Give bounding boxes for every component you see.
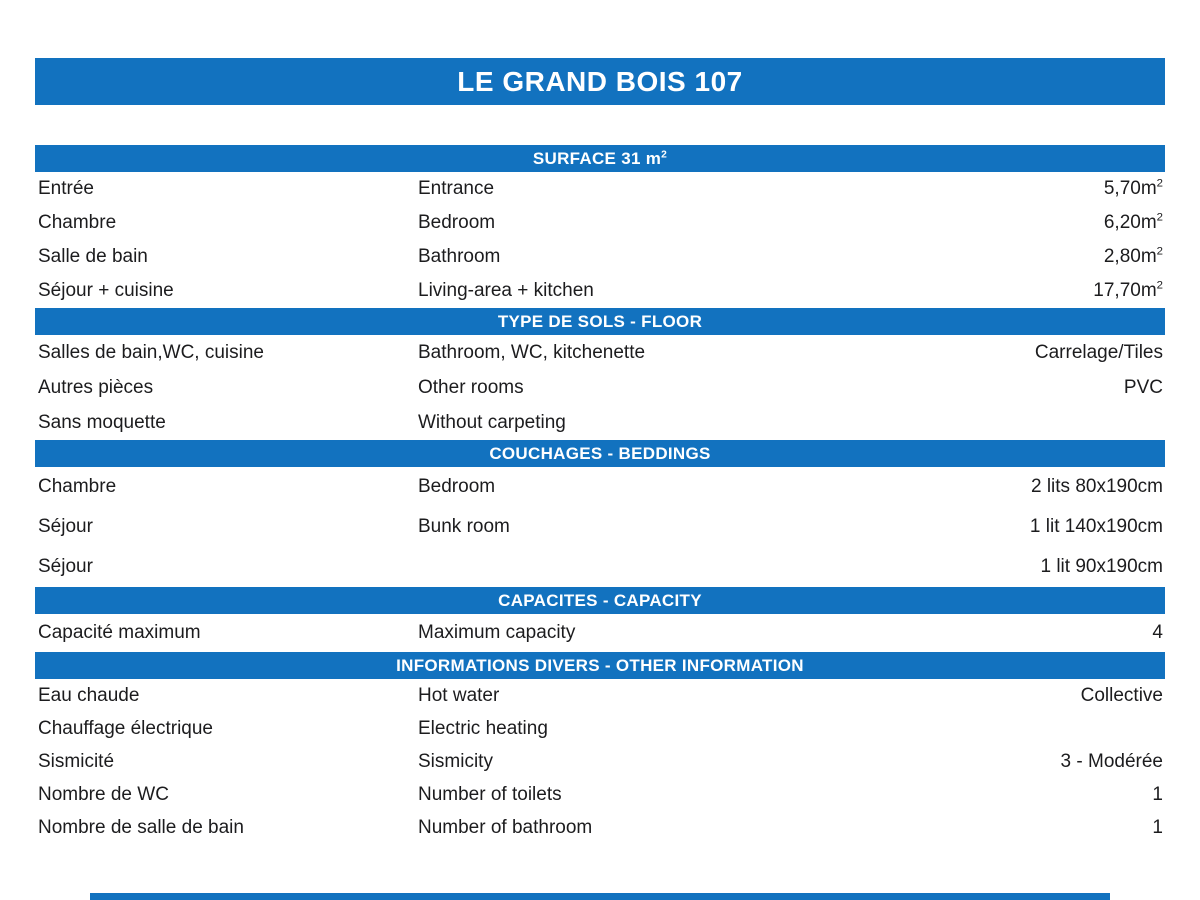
label-english: Entrance [418, 178, 495, 199]
table-row [35, 172, 1165, 206]
row-value [1152, 622, 1165, 644]
label-english: Number of bathroom [418, 816, 593, 838]
table-row [35, 206, 1165, 240]
row-value-text: 1 lit 140x190cm [1029, 516, 1163, 537]
row-value [1104, 246, 1165, 268]
label-french: Salle de bain [38, 246, 148, 267]
label-english: Sismicity [418, 750, 493, 772]
label-english: Living-area + kitchen [418, 280, 594, 301]
table-row [35, 335, 1165, 370]
section-header [35, 308, 1165, 335]
table-row [35, 712, 1165, 745]
label-english: Bathroom, WC, kitchenette [418, 341, 646, 363]
section-title: CAPACITES - CAPACITY [498, 590, 702, 610]
section-rows [35, 679, 1165, 844]
section-title-superscript: 2 [661, 148, 668, 160]
row-value-text: 2,80m [1103, 246, 1157, 267]
label-french: Autres pièces [38, 376, 154, 398]
label-english: Other rooms [418, 376, 524, 398]
section-title: TYPE DE SOLS - FLOOR [497, 311, 703, 331]
section-title: INFORMATIONS DIVERS - OTHER INFORMATION [396, 655, 804, 675]
label-french: Séjour [38, 516, 93, 537]
row-value-superscript: 2 [1156, 177, 1163, 190]
page-title-text: LE GRAND BOIS 107 [457, 65, 743, 97]
table-row [35, 679, 1165, 712]
row-value-text: 3 - Modérée [1060, 750, 1163, 772]
label-french: Séjour + cuisine [38, 280, 174, 301]
section-rows [35, 614, 1165, 652]
row-value-text: 17,70m [1093, 280, 1157, 301]
row-value-text: 4 [1152, 622, 1163, 643]
section [35, 308, 1165, 440]
table-row [35, 240, 1165, 274]
row-value-text: 1 [1152, 816, 1163, 838]
row-value-text: Collective [1080, 684, 1163, 706]
label-english: Maximum capacity [418, 622, 576, 643]
section-header [35, 440, 1165, 467]
row-value-superscript: 2 [1156, 279, 1163, 292]
row-value [1152, 784, 1165, 806]
label-english: Bedroom [418, 212, 496, 233]
row-value [1061, 751, 1165, 773]
label-french: Séjour [38, 556, 93, 577]
label-french: Nombre de salle de bain [38, 816, 244, 838]
sections [35, 145, 1165, 844]
label-english: Bathroom [418, 246, 501, 267]
row-value-text: 1 [1152, 783, 1163, 805]
label-french: Entrée [38, 178, 94, 199]
label-english: Hot water [418, 684, 500, 706]
label-french: Chambre [38, 476, 117, 497]
row-value [1124, 377, 1165, 399]
row-value [1093, 280, 1165, 302]
label-french: Capacité maximum [38, 622, 201, 643]
row-value [1152, 817, 1165, 839]
section [35, 440, 1165, 587]
table-row [35, 745, 1165, 778]
label-english: Number of toilets [418, 783, 562, 805]
table-row [35, 507, 1165, 547]
table-row [35, 778, 1165, 811]
label-french: Chauffage électrique [38, 717, 213, 739]
row-value-text: Carrelage/Tiles [1034, 341, 1163, 363]
row-value [1035, 342, 1165, 364]
label-french: Eau chaude [38, 684, 140, 706]
section [35, 652, 1165, 844]
row-value-text: 6,20m [1103, 212, 1157, 233]
section-header-text [498, 312, 702, 332]
row-value [1031, 476, 1165, 498]
section-rows [35, 172, 1165, 308]
label-english: Bunk room [418, 516, 510, 537]
label-french: Salles de bain,WC, cuisine [38, 341, 264, 363]
page-title [35, 58, 1165, 105]
table-row [35, 547, 1165, 587]
section-header [35, 145, 1165, 172]
section-rows [35, 467, 1165, 587]
table-row [35, 614, 1165, 652]
row-value [1104, 212, 1165, 234]
row-value-superscript: 2 [1156, 245, 1163, 258]
section [35, 587, 1165, 652]
row-value-text: PVC [1123, 376, 1163, 398]
section-header [35, 652, 1165, 679]
table-row [35, 811, 1165, 844]
row-value-text: 1 lit 90x190cm [1040, 556, 1163, 577]
label-english: Electric heating [418, 717, 548, 739]
section-header [35, 587, 1165, 614]
table-row [35, 274, 1165, 308]
section-rows [35, 335, 1165, 440]
label-french: Nombre de WC [38, 783, 169, 805]
label-english: Without carpeting [418, 411, 566, 433]
label-french: Sismicité [38, 750, 115, 772]
row-value-superscript: 2 [1156, 211, 1163, 224]
label-french: Chambre [38, 212, 117, 233]
section-header-text [533, 149, 667, 169]
row-value-text: 5,70m [1103, 178, 1157, 199]
section-header-text [396, 656, 804, 676]
row-value [1104, 178, 1165, 200]
row-value [1040, 556, 1165, 578]
table-row [35, 467, 1165, 507]
row-value [1030, 516, 1165, 538]
section-header-text [498, 591, 702, 611]
label-french: Sans moquette [38, 411, 166, 433]
row-value [1081, 685, 1165, 707]
label-english: Bedroom [418, 476, 496, 497]
section-title: SURFACE 31 m [532, 148, 662, 168]
table-row [35, 370, 1165, 405]
row-value-text: 2 lits 80x190cm [1030, 476, 1163, 497]
section [35, 145, 1165, 308]
table-row [35, 405, 1165, 440]
next-section-bar-cutoff [90, 893, 1110, 900]
section-header-text [489, 444, 710, 464]
section-title: COUCHAGES - BEDDINGS [489, 443, 711, 463]
